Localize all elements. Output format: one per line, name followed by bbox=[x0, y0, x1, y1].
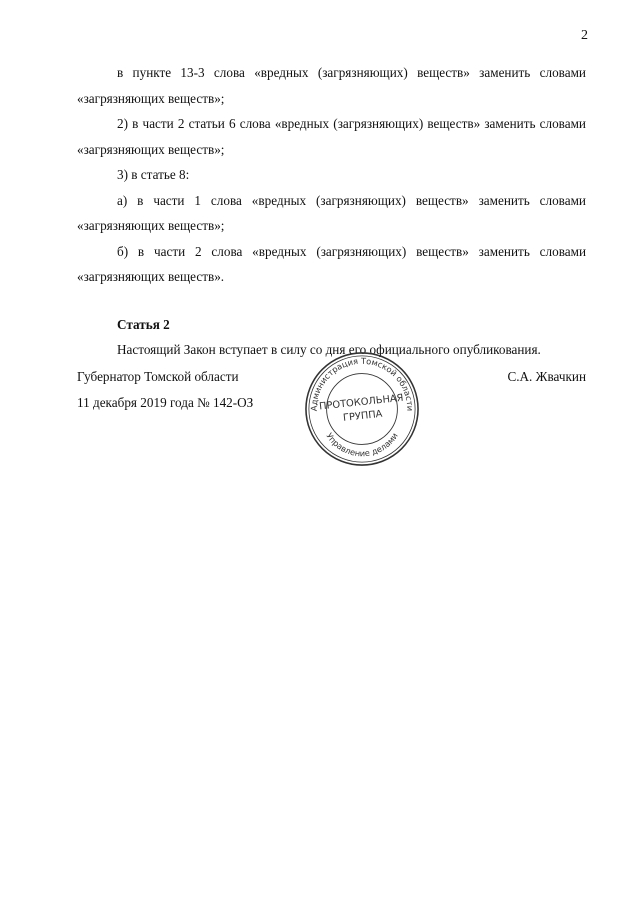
paragraph: 2) в части 2 статьи 6 слова «вредных (загрязняющих) веществ» заменить словами «загрязняющих веществ»; bbox=[77, 116, 586, 157]
stamp-outer-bottom: Управление делами bbox=[324, 430, 400, 459]
paragraph: а) в части 1 слова «вредных (загрязняющих) веществ» заменить словами «загрязняющих веществ»; bbox=[77, 192, 586, 233]
law-date-number: 11 декабря 2019 года № 142-ОЗ bbox=[77, 395, 254, 410]
official-stamp bbox=[303, 350, 421, 468]
signatory-name: С.А. Жвачкин bbox=[507, 369, 586, 384]
signatory-position: Губернатор Томской области bbox=[77, 369, 239, 384]
signature-left bbox=[77, 364, 253, 416]
stamp-center-line2: ГРУППА bbox=[342, 408, 383, 424]
stamp-outer-top: Администрация Томской области bbox=[308, 355, 416, 412]
paragraph: 3) в статье 8: bbox=[117, 167, 190, 182]
paragraph: б) в части 2 слова «вредных (загрязняющих) веществ» заменить словами «загрязняющих веществ». bbox=[77, 243, 586, 284]
article-text: Настоящий Закон вступает в силу со дня его официального опубликования. bbox=[117, 342, 541, 357]
paragraph: в пункте 13-3 слова «вредных (загрязняющих) веществ» заменить словами «загрязняющих веществ»; bbox=[77, 65, 586, 106]
page-number: 2 bbox=[581, 28, 588, 43]
stamp-center-line1: ПРОТОКОЛЬНАЯ bbox=[318, 392, 404, 413]
document-body bbox=[77, 60, 586, 363]
article-heading: Статья 2 bbox=[117, 316, 170, 332]
